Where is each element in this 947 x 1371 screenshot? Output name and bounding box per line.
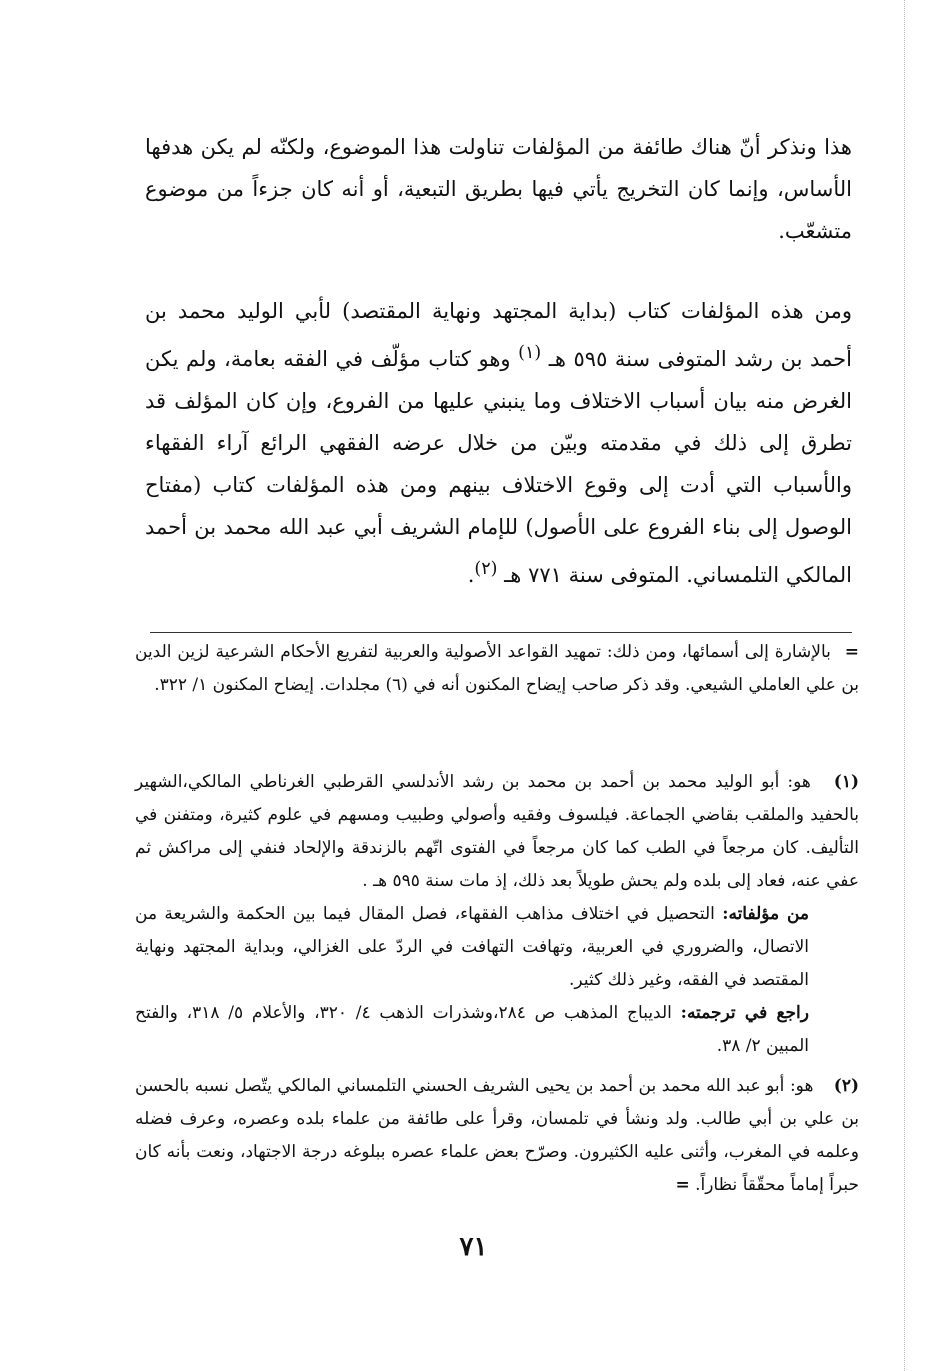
footnote-separator — [150, 632, 852, 633]
footnote-ref-2: (٢) — [474, 559, 498, 579]
footnote-1-refs-title: راجع في ترجمته: — [680, 1003, 809, 1023]
paragraph-1: هذا ونذكر أنّ هناك طائفة من المؤلفات تناولت هذا الموضوع، ولكنّه لم يكن هدفها الأساس، وإنما كان التخريج يأتي فيها بطريق التبعية، أو أنه كان جزءاً من موضوع متشعّب. — [145, 135, 852, 243]
footnote-1-works-title: من مؤلفاته: — [722, 904, 809, 924]
paragraph-2-end: . — [467, 563, 475, 587]
footnote-1-refs: الديباج المذهب ص ٢٨٤،وشذرات الذهب ٤/ ٣٢٠، والأعلام ٥/ ٣١٨، والفتح المبين ٢/ ٣٨. — [135, 1003, 809, 1056]
footnote-2-text: هو: أبو عبد الله محمد بن أحمد بن يحيى الشريف الحسني التلمساني المالكي يتّصل نسبه بالحسن بن علي بن أبي طالب. ولد ونشأ في تلمسان، وقرأ على طائفة من علماء بلده وعصره، وعرف فضله وعلمه في المغرب، وأثنى عليه الكثيرون. وصرّح بعض علماء عصره ببلوغه درجة الاجتهاد، ونعت بأنه كان حبراً إماماً محقّقاً نظاراً. — [135, 1076, 859, 1195]
footnote-1-works: التحصيل في اختلاف مذاهب الفقهاء، فصل المقال فيما بين الحكمة والشريعة من الاتصال، والضروري في العربية، وتهافت التهافت في الردّ على الغزالي، وبداية المجتهد ونهاية المقتصد في الفقه، وغير ذلك كثير. — [135, 904, 809, 990]
footnote-1-number: (١) — [833, 772, 859, 792]
scan-edge-dotted-line — [904, 0, 905, 1371]
continuation-mark: = — [844, 642, 859, 662]
paragraph-2-part-b: وهو كتاب مؤلّف في الفقه بعامة، ولم يكن الغرض منه بيان أسباب الاختلاف وما ينبني عليها من الفروع، وإن كان المؤلف قد تطرق إلى ذلك في مقدمته وبيّن من خلال عرضه الفقهي الرائع آراء الفقهاء والأسباب التي أدت إلى وقوع الاختلاف بينهم ومن هذه المؤلفات كتاب (مفتاح الوصول إلى بناء الفروع على الأصول) للإمام الشريف أبي عبد الله محمد بن أحمد المالكي التلمساني. المتوفى سنة ٧٧١ هـ — [145, 347, 852, 587]
footnote-continuation — [135, 636, 859, 702]
paragraph-2 — [145, 290, 852, 596]
continuation-text: بالإشارة إلى أسمائها، ومن ذلك: تمهيد القواعد الأصولية والعربية لتفريع الأحكام الشرعية لزين الدين بن علي العاملي الشيعي. وقد ذكر صاحب إيضاح المكنون أنه في (٦) مجلدات. إيضاح المكنون ١/ ٣٢٢. — [135, 642, 859, 695]
footnote-2-number: (٢) — [833, 1076, 859, 1096]
footnote-1-text: هو: أبو الوليد محمد بن أحمد بن محمد بن رشد الأندلسي القرطبي الغرناطي المالكي،الشهير بالحفيد والملقب بقاضي الجماعة. فيلسوف وفقيه وأصولي وطبيب ومسهم في علوم كثيرة، ومتفنن في التأليف. كان مرجعاً في الطب كما كان مرجعاً في الفتوى اتّهم بالزندقة والإلحاد فنفي إلى مراكش ثم عفي عنه، فعاد إلى بلده ولم يحش طويلاً بعد ذلك، إذ مات سنة ٥٩٥ هـ . — [135, 772, 859, 891]
footnote-2-continuation-mark: = — [675, 1175, 690, 1195]
paragraph-2-part-a: ومن هذه المؤلفات كتاب (بداية المجتهد ونهاية المقتصد) لأبي الوليد محمد بن أحمد بن رشد المتوفى سنة ٥٩٥ هـ — [145, 299, 852, 371]
page-number: ٧١ — [459, 1232, 488, 1262]
footnote-2 — [135, 1070, 859, 1202]
footnote-1 — [135, 766, 859, 1063]
footnote-ref-1: (١) — [518, 343, 542, 363]
